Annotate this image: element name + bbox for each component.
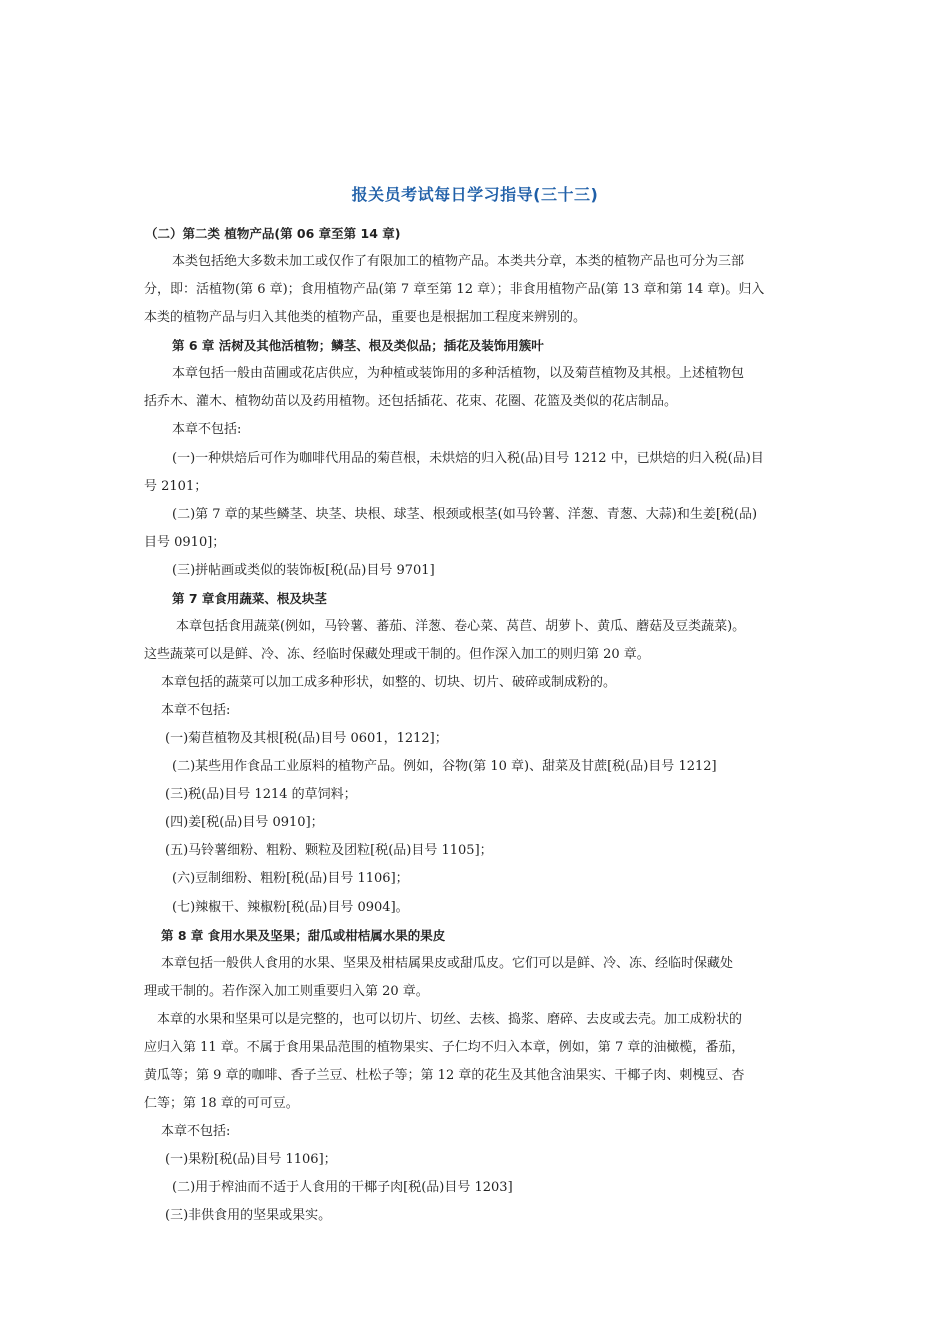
paragraph-line: 括乔木、灌木、植物幼苗以及药用植物。还包括插花、花束、花圈、花篮及类似的花店制品。 xyxy=(144,394,678,409)
paragraph-line: 目号 0910]； xyxy=(144,535,226,550)
paragraph-line: 本类包括绝大多数未加工或仅作了有限加工的植物产品。本类共分章，本类的植物产品也可分为三部 xyxy=(172,254,745,269)
paragraph-line: (一)果粉[税(品)目号 1106]； xyxy=(165,1152,337,1167)
paragraph-line: 本章不包括: xyxy=(161,1124,231,1139)
paragraph-line: (三)拼帖画或类似的装饰板[税(品)目号 9701] xyxy=(172,563,435,578)
paragraph-line: 本章包括一般供人食用的水果、坚果及柑桔属果皮或甜瓜皮。它们可以是鲜、冷、冻、经临时保藏处 xyxy=(161,956,734,971)
paragraph-line: 号 2101； xyxy=(144,479,208,494)
paragraph-line: 本类的植物产品与归入其他类的植物产品，重要也是根据加工程度来辨别的。 xyxy=(144,310,587,325)
paragraph-line: (三)税(品)目号 1214 的草饲料； xyxy=(165,787,357,802)
paragraph-line: (二)第 7 章的某些鳞茎、块茎、块根、球茎、根颈或根茎(如马铃薯、洋葱、青葱、大蒜)和生姜[税(品) xyxy=(172,507,758,522)
chapter-heading: 第 6 章 活树及其他活植物；鳞茎、根及类似品；插花及装饰用簇叶 xyxy=(172,338,544,353)
document-title: 报关员考试每日学习指导(三十三) xyxy=(351,185,599,204)
section-heading: （二）第二类 植物产品(第 06 章至第 14 章) xyxy=(145,226,401,241)
paragraph-line: (三)非供食用的坚果或果实。 xyxy=(165,1208,332,1223)
chapter-heading: 第 8 章 食用水果及坚果；甜瓜或柑桔属水果的果皮 xyxy=(161,928,446,943)
paragraph-line: (二)用于榨油而不适于人食用的干椰子肉[税(品)目号 1203] xyxy=(172,1180,513,1195)
paragraph-line: 黄瓜等；第 9 章的咖啡、香子兰豆、杜松子等；第 12 章的花生及其他含油果实、干椰子肉、刺槐豆、杏 xyxy=(144,1068,745,1083)
paragraph-line: (四)姜[税(品)目号 0910]； xyxy=(165,815,324,830)
chapter-heading: 第 7 章食用蔬菜、根及块茎 xyxy=(172,591,327,606)
paragraph-line: 分，即：活植物(第 6 章)；食用植物产品(第 7 章至第 12 章）；非食用植物产品(第 13 章和第 14 章)。归入 xyxy=(144,282,765,297)
paragraph-line: 仁等；第 18 章的可可豆。 xyxy=(144,1096,299,1111)
paragraph-line: (一)菊苣植物及其根[税(品)目号 0601，1212]； xyxy=(165,731,448,746)
paragraph-line: (六)豆制细粉、粗粉[税(品)目号 1106]； xyxy=(172,871,409,886)
paragraph-line: (七)辣椒干、辣椒粉[税(品)目号 0904]。 xyxy=(172,900,409,915)
paragraph-line: 这些蔬菜可以是鲜、冷、冻、经临时保藏处理或干制的。但作深入加工的则归第 20 章。 xyxy=(144,647,650,662)
paragraph-line: 本章包括一般由苗圃或花店供应，为种植或装饰用的多种活植物，以及菊苣植物及其根。上述植物包 xyxy=(172,366,745,381)
paragraph-line: 本章不包括: xyxy=(161,703,231,718)
paragraph-line: (五)马铃薯细粉、粗粉、颗粒及团粒[税(品)目号 1105]； xyxy=(165,843,493,858)
paragraph-line: 本章不包括: xyxy=(172,422,242,437)
paragraph-line: 理或干制的。若作深入加工则重要归入第 20 章。 xyxy=(144,984,429,999)
paragraph-line: 本章包括的蔬菜可以加工成多种形状，如整的、切块、切片、破碎或制成粉的。 xyxy=(161,675,617,690)
paragraph-line: 本章的水果和坚果可以是完整的，也可以切片、切丝、去核、捣浆、磨碎、去皮或去壳。加工成粉状的 xyxy=(157,1012,743,1027)
paragraph-line: 本章包括食用蔬菜(例如，马铃薯、蕃茄、洋葱、卷心菜、莴苣、胡萝卜、黄瓜、蘑菇及豆类蔬菜)。 xyxy=(176,619,746,634)
paragraph-line: (二)某些用作食品工业原料的植物产品。例如，谷物(第 10 章)、甜菜及甘蔗[税(品)目号 1212] xyxy=(172,759,717,774)
paragraph-line: 应归入第 11 章。不属于食用果品范围的植物果实、子仁均不归入本章，例如，第 7 章的油橄榄，番茄， xyxy=(144,1040,745,1055)
paragraph-line: (一)一种烘焙后可作为咖啡代用品的菊苣根，未烘焙的归入税(品)目号 1212 中，已烘焙的归入税(品)目 xyxy=(172,451,764,466)
